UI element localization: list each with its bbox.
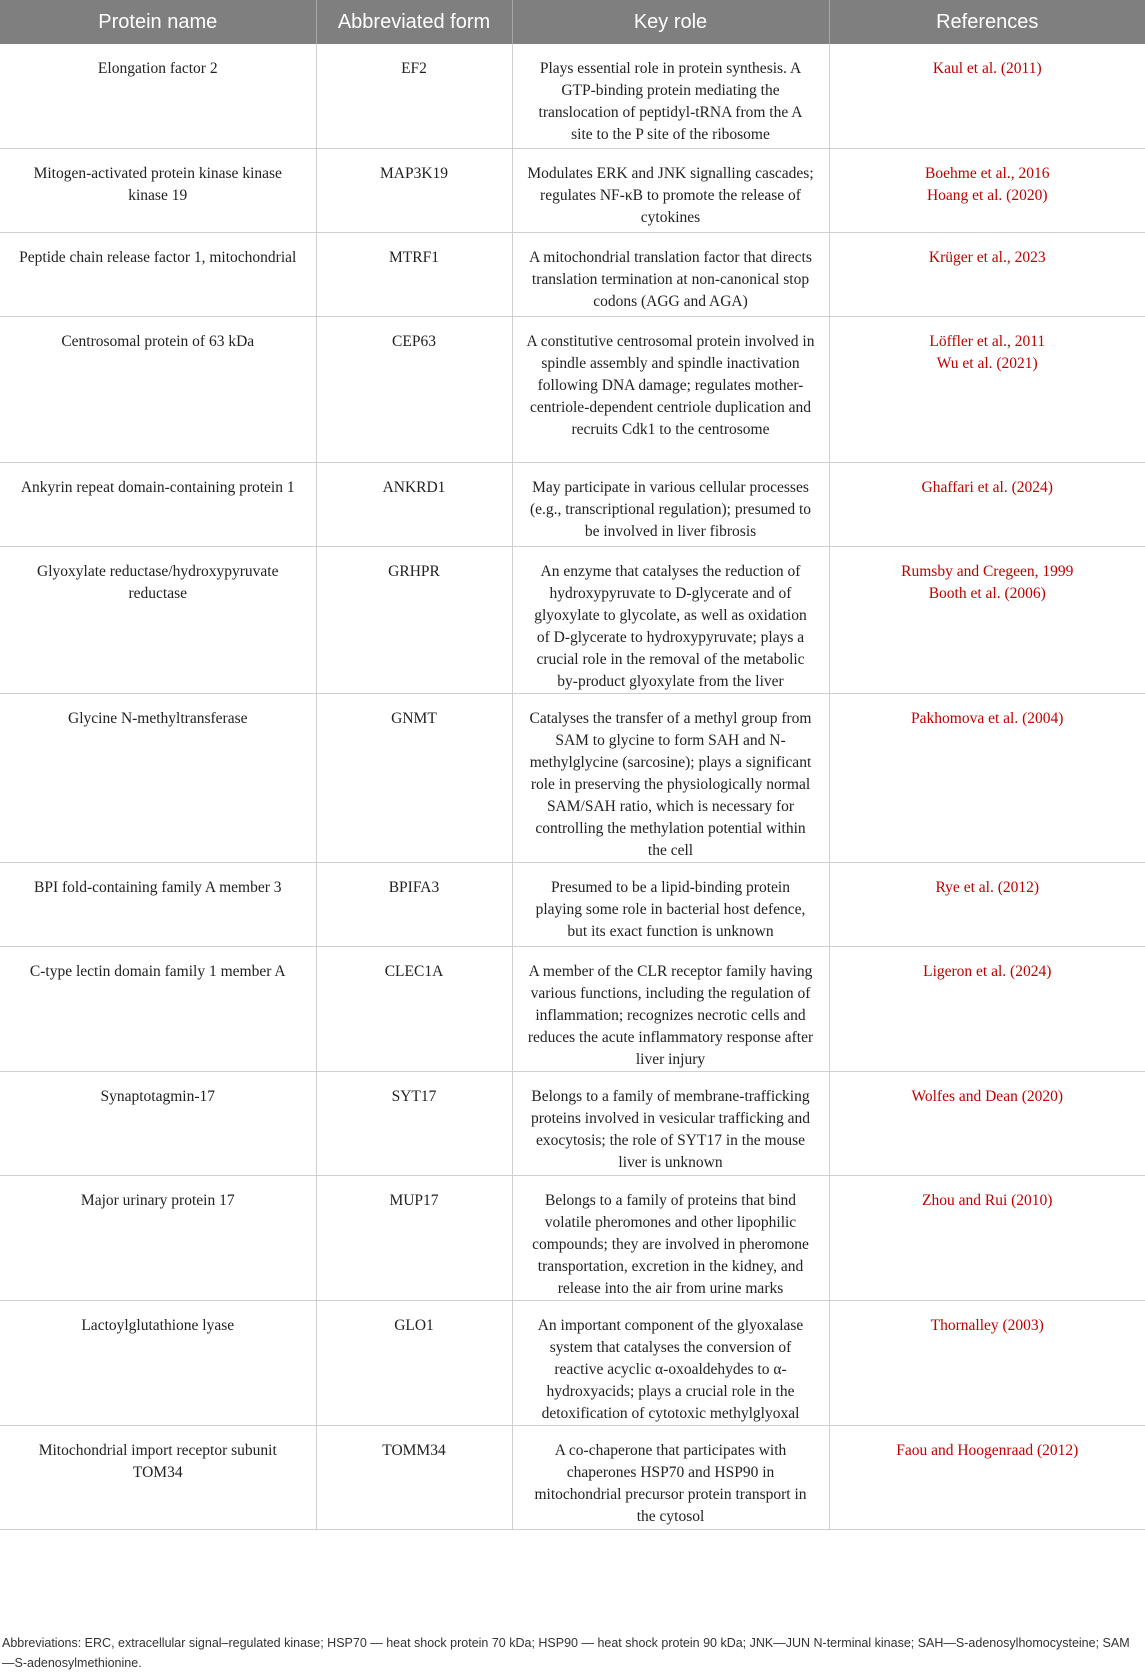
table-row — [0, 1300, 1145, 1425]
key-role-cell: Plays essential role in protein synthesis. A GTP-binding protein mediating the translocation of peptidyl-tRNA from the A site to the P site of the ribosome — [512, 44, 829, 148]
table-row — [0, 462, 1145, 546]
abbreviated-form-cell: GRHPR — [316, 546, 512, 693]
key-role-cell: An enzyme that catalyses the reduction of hydroxypyruvate to D-glycerate and of glyoxylate to glycolate, as well as oxidation of D-glycerate to hydroxypyruvate; plays a crucial role in the removal of the metabolic by-product glyoxylate from the liver — [512, 546, 829, 693]
references-cell — [829, 148, 1145, 232]
abbreviated-form-cell: BPIFA3 — [316, 862, 512, 946]
key-role-cell: Presumed to be a lipid-binding protein playing some role in bacterial host defence, but its exact function is unknown — [512, 862, 829, 946]
references-cell — [829, 693, 1145, 862]
header-row — [0, 0, 1145, 44]
table-row — [0, 148, 1145, 232]
header-abbreviated-form: Abbreviated form — [316, 0, 512, 44]
reference-link[interactable]: Hoang et al. (2020) — [926, 186, 1048, 204]
reference-link[interactable]: Booth et al. (2006) — [928, 584, 1046, 602]
key-role-cell: A co-chaperone that participates with chaperones HSP70 and HSP90 in mitochondrial precursor protein transport in the cytosol — [512, 1425, 829, 1529]
references-cell — [829, 316, 1145, 462]
abbreviated-form-cell: TOMM34 — [316, 1425, 512, 1529]
abbreviated-form-cell: MAP3K19 — [316, 148, 512, 232]
table-row — [0, 316, 1145, 462]
references-cell — [829, 546, 1145, 693]
abbreviated-form-cell: MUP17 — [316, 1175, 512, 1300]
reference-link[interactable]: Ghaffari et al. (2024) — [921, 478, 1053, 496]
protein-name-cell: Peptide chain release factor 1, mitochondrial — [0, 232, 316, 316]
references-cell — [829, 1300, 1145, 1425]
reference-link[interactable]: Rye et al. (2012) — [935, 878, 1040, 896]
reference-link[interactable]: Faou and Hoogenraad (2012) — [896, 1441, 1079, 1459]
key-role-cell: Belongs to a family of membrane-trafficking proteins involved in vesicular trafficking and exocytosis; the role of SYT17 in the mouse liver is unknown — [512, 1071, 829, 1175]
key-role-cell: A mitochondrial translation factor that directs translation termination at non-canonical stop codons (AGG and AGA) — [512, 232, 829, 316]
reference-link[interactable]: Ligeron et al. (2024) — [923, 962, 1052, 980]
references-cell — [829, 232, 1145, 316]
protein-name-cell: Elongation factor 2 — [0, 44, 316, 148]
protein-name-cell: BPI fold-containing family A member 3 — [0, 862, 316, 946]
protein-name-cell: Mitogen-activated protein kinase kinase kinase 19 — [0, 148, 316, 232]
references-cell — [829, 1175, 1145, 1300]
table-row — [0, 946, 1145, 1071]
header-protein-name: Protein name — [0, 0, 316, 44]
abbreviated-form-cell: ANKRD1 — [316, 462, 512, 546]
protein-name-cell: Mitochondrial import receptor subunit TOM34 — [0, 1425, 316, 1529]
key-role-cell: A constitutive centrosomal protein involved in spindle assembly and spindle inactivation following DNA damage; regulates mother-centriole-dependent centriole duplication and recruits Cdk1 to the centrosome — [512, 316, 829, 462]
key-role-cell: Belongs to a family of proteins that bind volatile pheromones and other lipophilic compounds; they are involved in pheromone transportation, excretion in the kidney, and release into the air from urine marks — [512, 1175, 829, 1300]
protein-name-cell: Centrosomal protein of 63 kDa — [0, 316, 316, 462]
abbreviated-form-cell: CEP63 — [316, 316, 512, 462]
references-cell — [829, 1071, 1145, 1175]
key-role-cell: A member of the CLR receptor family having various functions, including the regulation of inflammation; recognizes necrotic cells and reduces the acute inflammatory response after liver injury — [512, 946, 829, 1071]
key-role-cell: Catalyses the transfer of a methyl group from SAM to glycine to form SAH and N-methylglycine (sarcosine); plays a significant role in preserving the physiologically normal SAM/SAH ratio, which is necessary for controlling the methylation potential within the cell — [512, 693, 829, 862]
reference-link[interactable]: Thornalley (2003) — [930, 1316, 1044, 1334]
reference-link[interactable]: Wolfes and Dean (2020) — [911, 1087, 1064, 1105]
key-role-cell: Modulates ERK and JNK signalling cascades; regulates NF-κB to promote the release of cytokines — [512, 148, 829, 232]
key-role-cell: An important component of the glyoxalase system that catalyses the conversion of reactive acyclic α-oxoaldehydes to α-hydroxyacids; plays a crucial role in the detoxification of cytotoxic methylglyoxal — [512, 1300, 829, 1425]
header-references: References — [829, 0, 1145, 44]
protein-name-cell: Glycine N-methyltransferase — [0, 693, 316, 862]
reference-link[interactable]: Boehme et al., 2016 — [925, 164, 1050, 182]
abbreviated-form-cell: SYT17 — [316, 1071, 512, 1175]
abbreviated-form-cell: EF2 — [316, 44, 512, 148]
references-cell — [829, 862, 1145, 946]
protein-name-cell: Lactoylglutathione lyase — [0, 1300, 316, 1425]
table-header — [0, 0, 1145, 44]
references-cell — [829, 1425, 1145, 1529]
abbreviated-form-cell: GLO1 — [316, 1300, 512, 1425]
protein-name-cell: Major urinary protein 17 — [0, 1175, 316, 1300]
reference-link[interactable]: Wu et al. (2021) — [936, 354, 1038, 372]
reference-link[interactable]: Löffler et al., 2011 — [929, 332, 1046, 350]
table-row — [0, 1425, 1145, 1529]
reference-link[interactable]: Pakhomova et al. (2004) — [911, 709, 1064, 727]
protein-name-cell: C-type lectin domain family 1 member A — [0, 946, 316, 1071]
reference-link[interactable]: Kaul et al. (2011) — [932, 60, 1042, 77]
abbreviated-form-cell: CLEC1A — [316, 946, 512, 1071]
protein-name-cell: Synaptotagmin-17 — [0, 1071, 316, 1175]
table-row — [0, 862, 1145, 946]
references-cell — [829, 946, 1145, 1071]
table-row — [0, 1175, 1145, 1300]
table-row — [0, 44, 1145, 148]
reference-link[interactable]: Rumsby and Cregeen, 1999 — [901, 562, 1074, 580]
table-row — [0, 546, 1145, 693]
references-cell — [829, 44, 1145, 148]
key-role-cell: May participate in various cellular processes (e.g., transcriptional regulation); presumed to be involved in liver fibrosis — [512, 462, 829, 546]
abbreviated-form-cell: MTRF1 — [316, 232, 512, 316]
abbreviated-form-cell: GNMT — [316, 693, 512, 862]
table-row — [0, 232, 1145, 316]
reference-link[interactable]: Zhou and Rui (2010) — [922, 1191, 1053, 1209]
table-body — [0, 44, 1145, 1529]
protein-name-cell: Glyoxylate reductase/hydroxypyruvate reductase — [0, 546, 316, 693]
table-footnote: Abbreviations: ERC, extracellular signal–regulated kinase; HSP70 — heat shock protein 70 kDa; HSP90 — heat shock protein 90 kDa; JNK—JUN N-terminal kinase; SAH—S-adenosylhomocysteine; SAM—S-adenosylmethionine. — [2, 1636, 1130, 1670]
table-row — [0, 1071, 1145, 1175]
references-cell — [829, 462, 1145, 546]
protein-name-cell: Ankyrin repeat domain-containing protein 1 — [0, 462, 316, 546]
reference-link[interactable]: Krüger et al., 2023 — [928, 248, 1046, 266]
table-row — [0, 693, 1145, 862]
header-key-role: Key role — [512, 0, 829, 44]
